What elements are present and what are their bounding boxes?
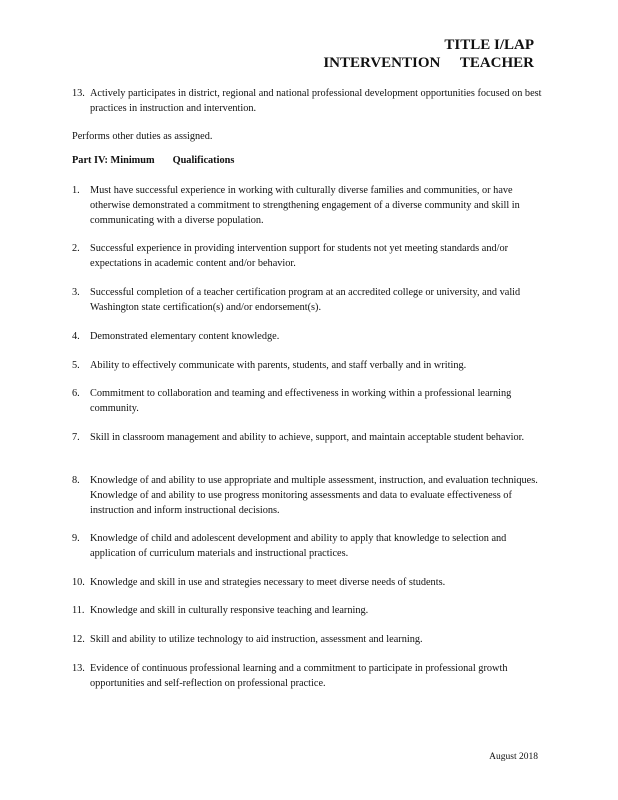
section-heading-part: Part IV: Minimum [72, 155, 155, 166]
title-line-2: INTERVENTION TEACHER [323, 55, 534, 71]
list-item-text: Successful completion of a teacher certification program at an accredited college or university, and valid Washington state certification(s) and/or endorsement(s). [90, 287, 521, 313]
list-item-text: Knowledge and skill in culturally responsive teaching and learning. [90, 605, 369, 616]
list-item-text: Knowledge of child and adolescent development and ability to apply that knowledge to selection and application of curriculum materials and instructional practices. [90, 533, 507, 559]
list-item-number: 11. [72, 605, 85, 616]
other-duties-text: Performs other duties as assigned. [72, 131, 213, 142]
list-item-text: Skill and ability to utilize technology to aid instruction, assessment and learning. [90, 634, 423, 645]
list-item-text: Evidence of continuous professional learning and a commitment to participate in professional growth opportunities and self-reflection on professional practice. [90, 663, 508, 689]
list-item-number: 5. [72, 360, 80, 371]
qualification-item [72, 329, 542, 344]
list-item-text: Demonstrated elementary content knowledge. [90, 331, 280, 342]
qualification-item [72, 531, 542, 561]
section-heading-label: Qualifications [172, 155, 235, 166]
list-item-number: 10. [72, 577, 85, 588]
qualification-item [72, 285, 542, 315]
prior-list-item [72, 86, 542, 116]
list-item-text: Successful experience in providing intervention support for students not yet meeting standards and/or expectations in academic content and/or behavior. [90, 243, 509, 269]
list-item-number: 13. [72, 88, 85, 99]
qualification-item [72, 473, 542, 518]
qualification-item [72, 386, 542, 416]
list-item-text: Actively participates in district, regional and national professional development opportunities focused on best practices in instruction and intervention. [90, 88, 542, 114]
list-item-number: 2. [72, 243, 80, 254]
title-line-1: TITLE I/LAP [444, 37, 534, 53]
list-item-number: 8. [72, 475, 80, 486]
list-item-text: Knowledge of and ability to use appropriate and multiple assessment, instruction, and evaluation techniques. Knowledge of and ability to use progress monitoring assessments and data to evaluate effectiveness of instruction and inform instructional decisions. [90, 475, 538, 516]
qualification-item [72, 661, 542, 691]
list-item-number: 3. [72, 287, 80, 298]
list-item-text: Ability to effectively communicate with parents, students, and staff verbally and in writing. [90, 360, 467, 371]
footer-date: August 2018 [489, 752, 538, 762]
list-item-number: 4. [72, 331, 80, 342]
list-item-text: Skill in classroom management and ability to achieve, support, and maintain acceptable student behavior. [90, 432, 525, 443]
list-item-text: Knowledge and skill in use and strategies necessary to meet diverse needs of students. [90, 577, 446, 588]
qualification-item [72, 575, 542, 590]
qualification-item [72, 183, 542, 228]
qualification-item [72, 358, 542, 373]
list-item-number: 7. [72, 432, 80, 443]
list-item-text: Commitment to collaboration and teaming and effectiveness in working within a professional learning community. [90, 388, 512, 414]
qualification-item [72, 241, 542, 271]
list-item-number: 6. [72, 388, 80, 399]
document-title [323, 36, 534, 72]
qualification-item [72, 632, 542, 647]
list-item-number: 12. [72, 634, 85, 645]
section-heading [72, 155, 252, 166]
list-item-number: 13. [72, 663, 85, 674]
list-item-number: 9. [72, 533, 80, 544]
list-item-number: 1. [72, 185, 80, 196]
list-item-text: Must have successful experience in working with culturally diverse families and communities, or have otherwise demonstrated a commitment to strengthening engagement of a diverse community and skill in communicating with a diverse population. [90, 185, 520, 226]
qualification-item [72, 430, 542, 445]
qualification-item [72, 603, 542, 618]
